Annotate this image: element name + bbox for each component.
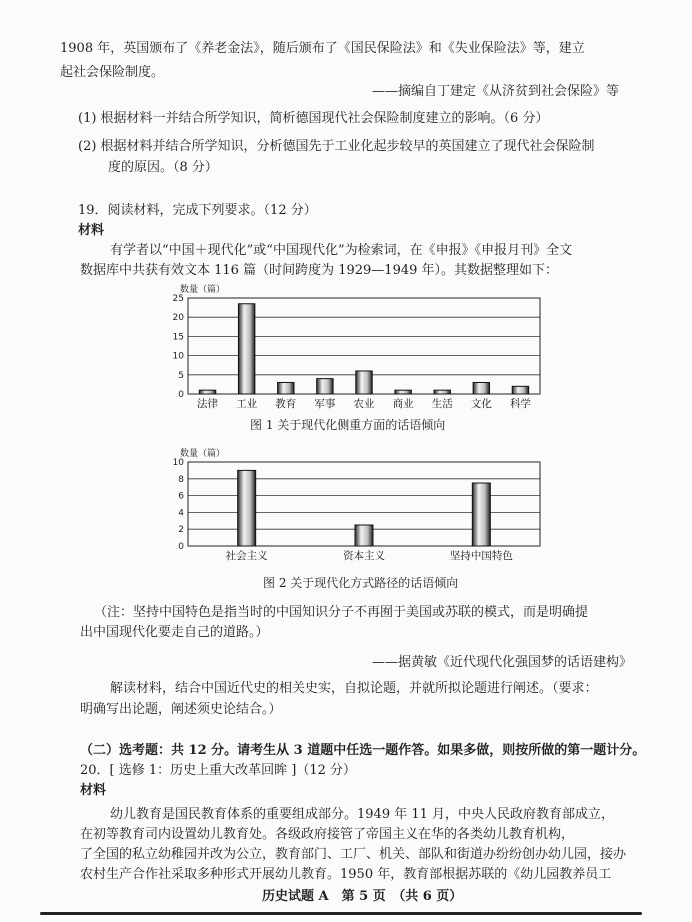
text-line: 数据库中共获有效文本 116 篇（时间跨度为 1929—1949 年）。其数据整理如下： (80, 263, 559, 278)
y-tick-label: 2 (178, 525, 184, 536)
y-tick-label: 5 (178, 370, 184, 381)
note-text: （注：坚持中国特色是指当时的中国知识分子不再囿于美国或苏联的模式，而是明确提 (94, 605, 589, 620)
bar (238, 304, 254, 394)
x-tick-label: 教育 (275, 398, 297, 410)
material-label: 材料 (80, 783, 107, 798)
y-tick-label: 20 (172, 313, 184, 324)
section-heading: （二）选考题：共 12 分。请考生从 3 道题中任选一题作答。如果多做，则按所做的第一题计分。 (80, 743, 646, 758)
source-citation: ——摘编自丁建定《从济贫到社会保险》等 (372, 84, 620, 99)
chart-title: 图 2 关于现代化方式路径的话语倾向 (263, 576, 459, 590)
question-text: 明确写出论题，阐述须史论结合。） (80, 702, 282, 717)
y-tick-label: 6 (178, 491, 184, 502)
x-tick-label: 农业 (353, 398, 375, 410)
bar (434, 390, 450, 394)
question-text: (1) 根据材料一并结合所学知识，简析德国现代社会保险制度建立的影响。（6 分） (78, 111, 549, 126)
x-tick-label: 社会主义 (225, 550, 268, 562)
page-footer: 历史试题 A 第 5 页 （共 6 页） (262, 889, 463, 904)
bar (317, 379, 333, 394)
y-tick-label: 0 (178, 542, 184, 552)
bar (278, 382, 294, 394)
bar (472, 483, 490, 546)
y-tick-label: 10 (172, 458, 184, 468)
text-line: 了全国的私立幼稚园并改为公立，教育部门、工厂、机关、部队和街道办纷纷创办幼儿园，接办 (80, 847, 627, 862)
question-text: 度的原因。（8 分） (108, 160, 218, 175)
text-line: 起社会保险制度。 (60, 65, 165, 80)
x-tick-label: 军事 (314, 398, 336, 410)
x-tick-label: 法律 (197, 398, 219, 410)
bar (395, 390, 411, 394)
bar (473, 382, 489, 394)
y-tick-label: 25 (172, 294, 184, 304)
bar-chart-1 (160, 278, 550, 410)
y-tick-label: 4 (178, 508, 184, 519)
page-bottom-edge (40, 912, 642, 915)
source-citation: ——据黄敏《近代现代化强国梦的话语建构》 (372, 655, 633, 670)
question-heading: 20．[ 选修 1：历史上重大改革回眸 ]（12 分） (80, 763, 357, 778)
question-text: 解读材料，结合中国近代史的相关史实，自拟论题，并就所拟论题进行阐述。（要求： (110, 681, 598, 696)
x-tick-label: 工业 (236, 398, 258, 410)
bar (512, 386, 528, 394)
note-text: 出中国现代化要走自己的道路。） (80, 625, 269, 640)
bar (355, 525, 373, 546)
chart-title: 图 1 关于现代化侧重方面的话语倾向 (250, 418, 446, 432)
bar (199, 390, 215, 394)
text-line: 农村生产合作社采取多种形式开展幼儿教育。1950 年，教育部根据苏联的《幼儿园教养员工 (80, 867, 612, 882)
y-tick-label: 0 (178, 390, 184, 400)
material-label: 材料 (78, 223, 105, 238)
bar-chart-2 (160, 438, 550, 566)
x-tick-label: 商业 (392, 398, 414, 410)
bar (356, 371, 372, 394)
x-tick-label: 资本主义 (343, 550, 385, 562)
x-tick-label: 生活 (431, 398, 453, 410)
y-tick-label: 8 (178, 474, 184, 485)
bar (238, 470, 256, 546)
y-tick-label: 15 (172, 332, 184, 343)
text-line: 幼儿教育是国民教育体系的重要组成部分。1949 年 11 月，中央人民政府教育部成立， (110, 807, 615, 822)
x-tick-label: 文化 (470, 398, 492, 410)
question-heading: 19．阅读材料，完成下列要求。（12 分） (78, 203, 317, 218)
y-axis-title: 数量（篇） (180, 449, 226, 459)
text-line: 1908 年，英国颁布了《养老金法》，随后颁布了《国民保险法》和《失业保险法》等，建立 (60, 41, 585, 56)
text-line: 有学者以“中国＋现代化”或“中国现代化”为检索词，在《申报》《申报月刊》全文 (110, 243, 573, 258)
x-tick-label: 科学 (509, 398, 531, 410)
y-tick-label: 10 (172, 351, 184, 362)
x-tick-label: 坚持中国特色 (449, 550, 513, 562)
y-axis-title: 数量（篇） (180, 285, 226, 295)
text-line: 在初等教育司内设置幼儿教育处。各级政府接管了帝国主义在华的各类幼儿教育机构， (80, 827, 575, 842)
question-text: (2) 根据材料并结合所学知识，分析德国先于工业化起步较早的英国建立了现代社会保险制 (78, 139, 595, 154)
